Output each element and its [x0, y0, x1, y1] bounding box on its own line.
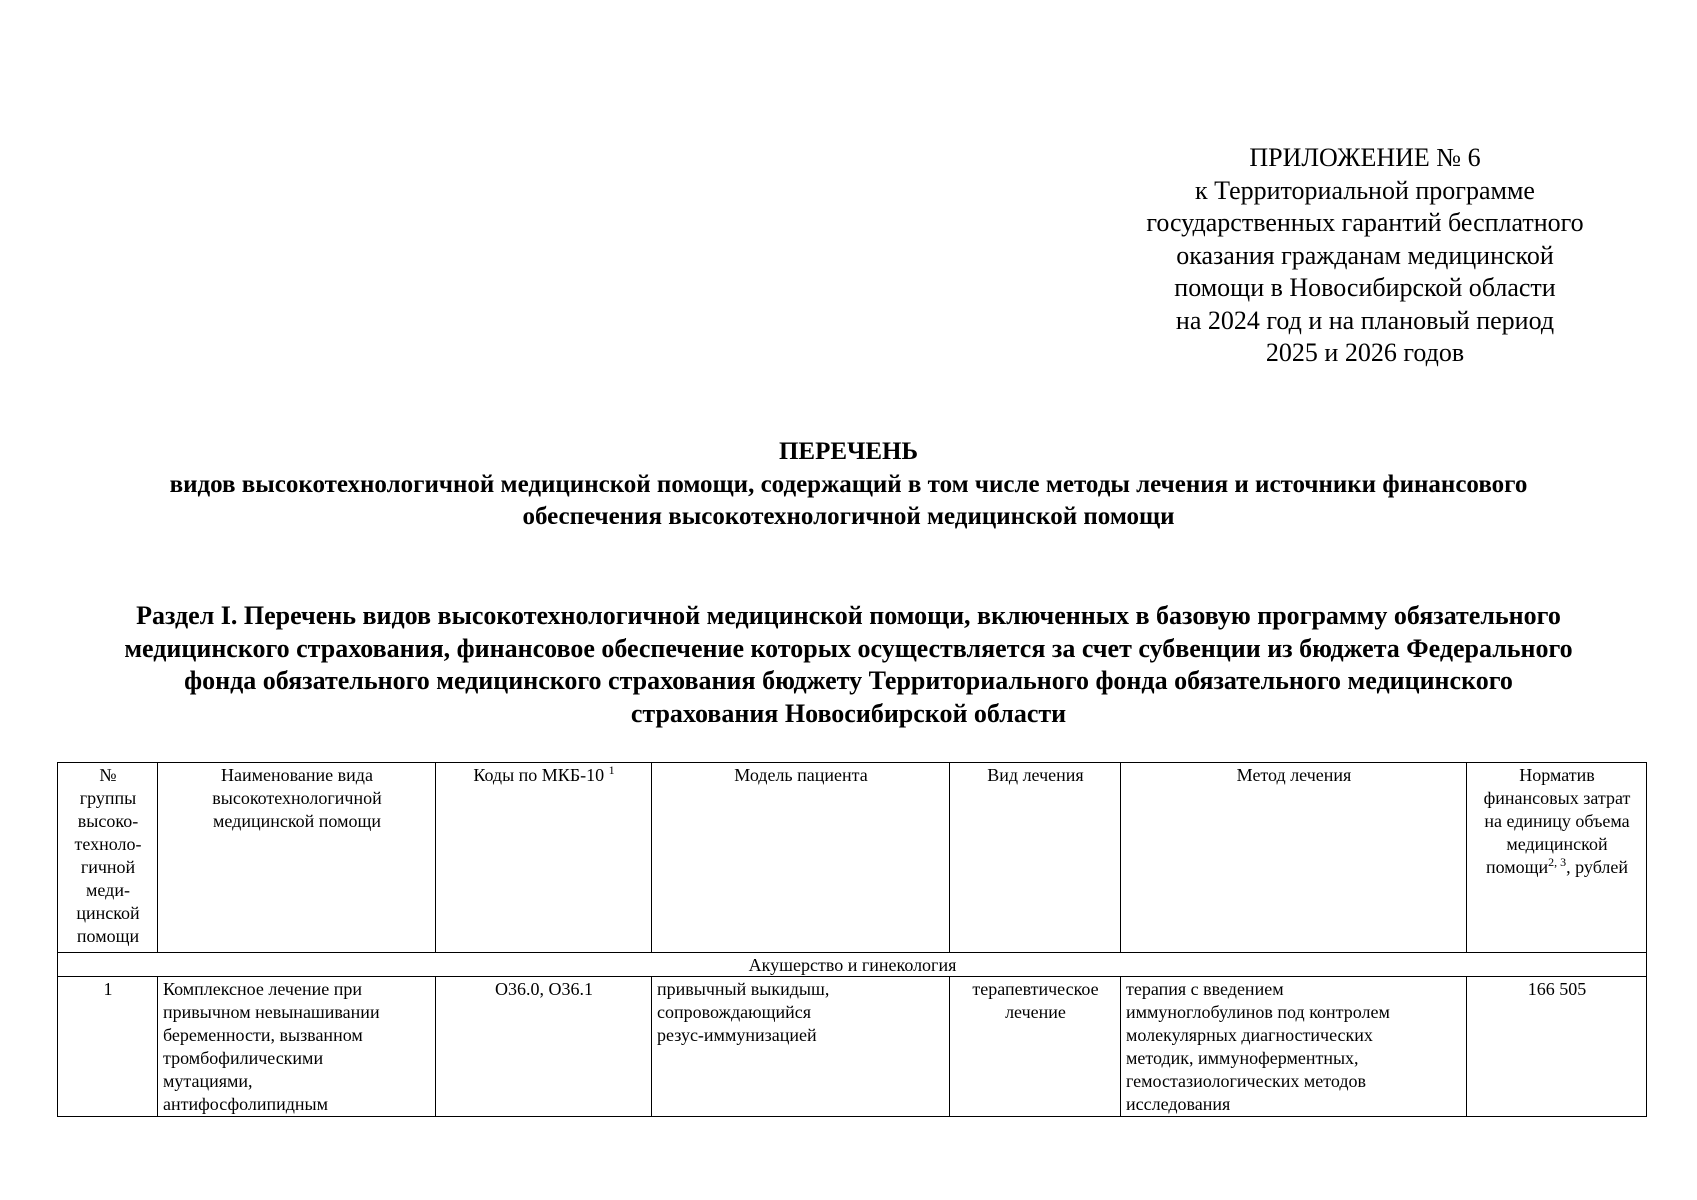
category-label: Акушерство и гинекология [58, 953, 1647, 977]
appendix-line: оказания гражданам медицинской [1176, 240, 1554, 270]
header-icd-codes: Коды по МКБ-10 $^1$ [436, 763, 652, 953]
section-line: медицинского страхования, финансовое обеспечение которых осуществляется за счет субвенции из бюджета Федерального [124, 633, 1573, 663]
category-row [58, 953, 1647, 977]
appendix-line: государственных гарантий бесплатного [1146, 208, 1584, 237]
section-line: фонда обязательного медицинского страхования бюджету Территориального фонда обязательного медицинского [184, 666, 1513, 695]
header-treatment-type: Вид лечения [950, 763, 1121, 953]
cell-treatment-method: терапия с введением иммуноглобулинов под контролем молекулярных диагностических методик, иммуноферментных, гемостазиологических методов исследования [1121, 977, 1467, 1117]
header-treatment-method: Метод лечения [1121, 763, 1467, 953]
header-patient-model: Модель пациента [652, 763, 950, 953]
appendix-line: на 2024 год и на плановый период [1175, 305, 1555, 335]
appendix-line: ПРИЛОЖЕНИЕ № 6 [1249, 143, 1481, 172]
cell-treatment-type: терапевтическое лечение [950, 977, 1121, 1117]
section-line: Раздел I. Перечень видов высокотехнологичной медицинской помощи, включенных в базовую программу обязательного [136, 601, 1561, 630]
hmp-table [57, 762, 1647, 1117]
header-care-name: Наименование вида высокотехнологичной медицинской помощи [158, 763, 436, 953]
appendix-line: к Территориальной программе [1195, 175, 1535, 205]
title-line: обеспечения высокотехнологичной медицинской помощи [522, 503, 1175, 530]
appendix-line: 2025 и 2026 годов [1265, 338, 1465, 367]
table-row [58, 977, 1647, 1117]
section-line: страхования Новосибирской области [630, 698, 1067, 728]
title-line: видов высокотехнологичной медицинской помощи, содержащий в том числе методы лечения и источники финансового [169, 470, 1528, 498]
appendix-line: помощи в Новосибирской области [1174, 273, 1556, 302]
section-heading [40, 600, 1657, 730]
cell-care-name: Комплексное лечение при привычном невынашивании беременности, вызванном тромбофилическими мутациями, антифосфолипидным [158, 977, 436, 1117]
header-cost-norm: Норматив финансовых затрат на единицу объема медицинской помощи$^{2, 3}$, рублей [1467, 763, 1647, 953]
appendix-header [1120, 142, 1610, 370]
footnote-marker: 1 [608, 763, 615, 777]
title-heading: ПЕРЕЧЕНЬ [778, 438, 919, 465]
cell-cost-norm: 166 505 [1467, 977, 1647, 1117]
document-title [40, 436, 1657, 534]
table-header-row [58, 763, 1647, 953]
cell-icd-codes: O36.0, O36.1 [436, 977, 652, 1117]
footnote-marker: 2, 3 [1548, 855, 1567, 869]
cell-group: 1 [58, 977, 158, 1117]
header-group-number: № группы высоко- техноло- гичной меди- цинской помощи [58, 763, 158, 953]
cell-patient-model: привычный выкидыш, сопровождающийся резус-иммунизацией [652, 977, 950, 1117]
